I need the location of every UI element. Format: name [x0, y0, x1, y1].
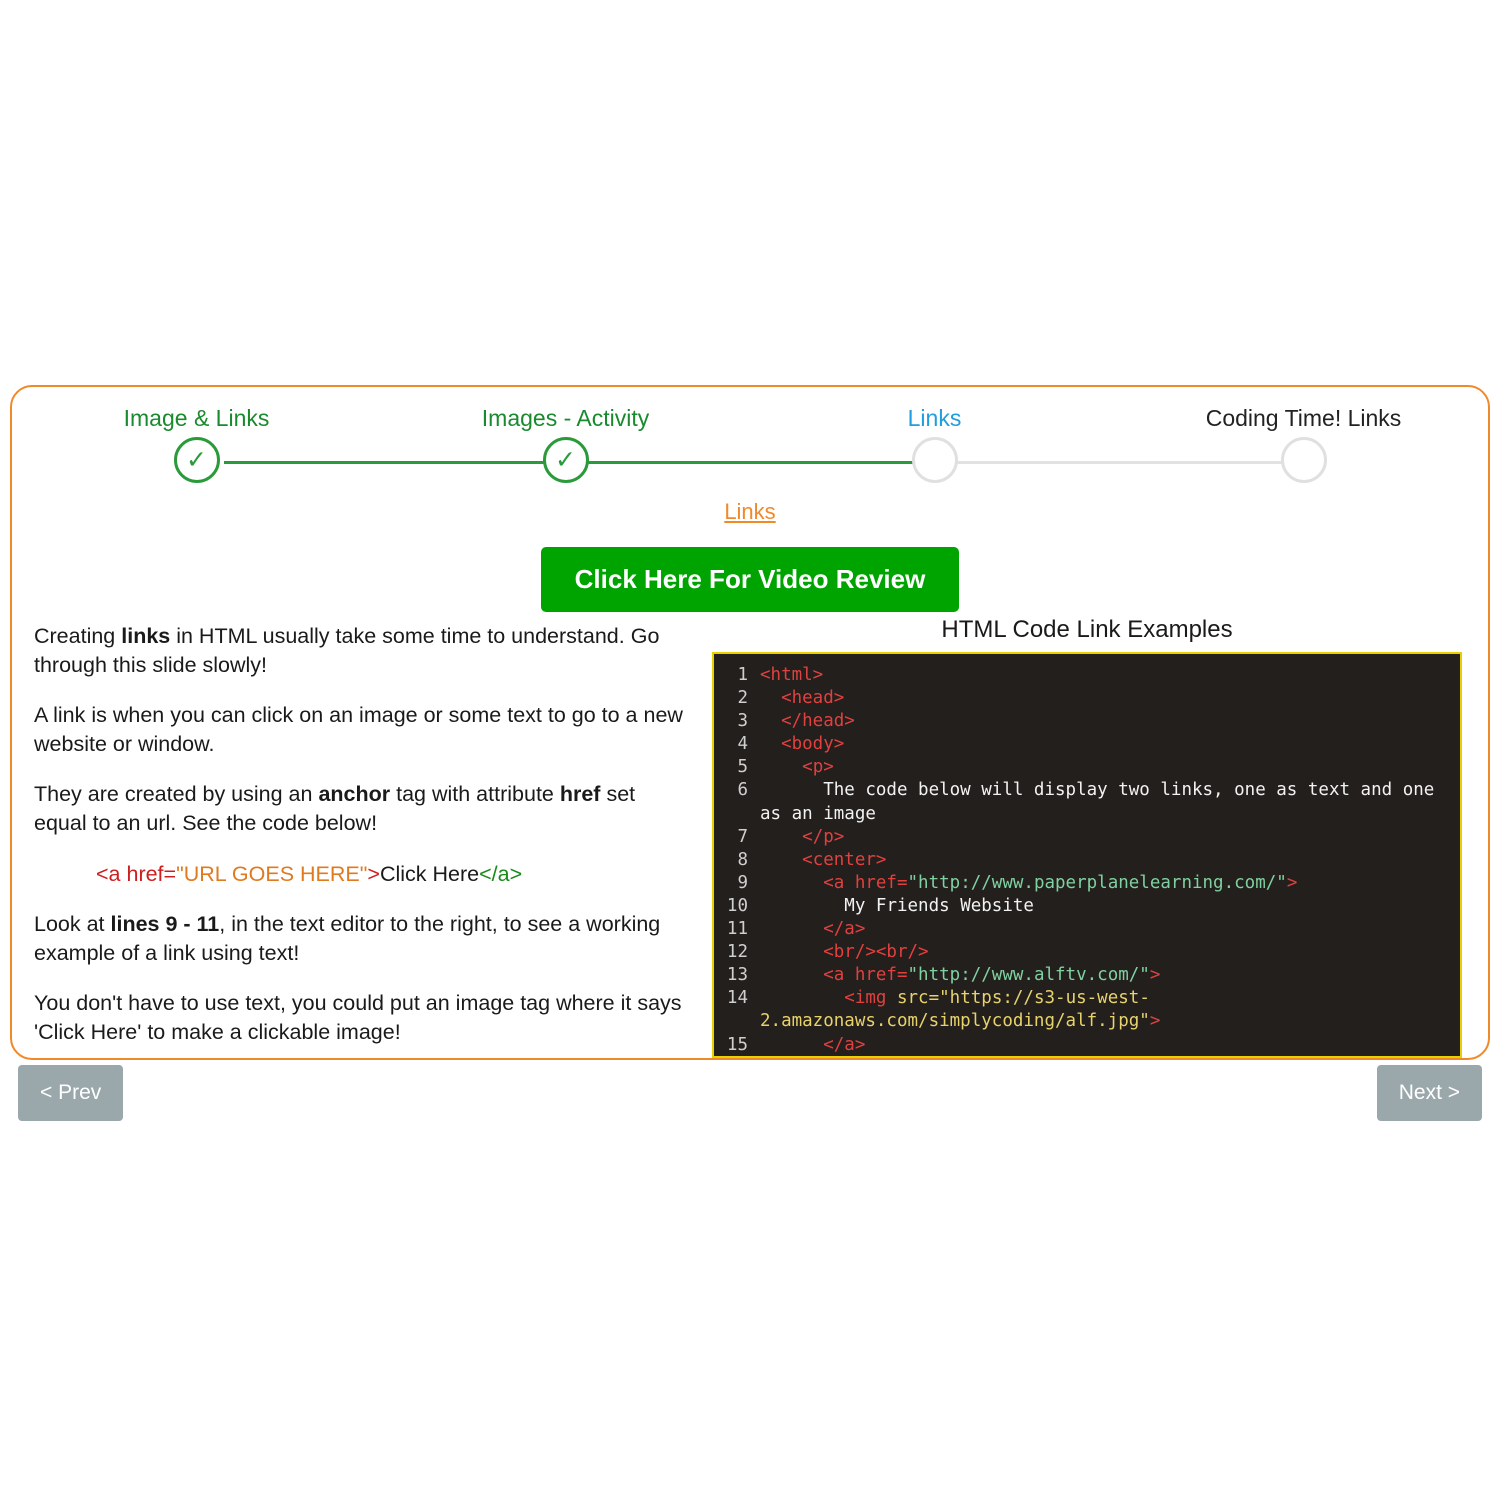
code-line-number: 1: [737, 665, 748, 685]
code-line-number: 4: [737, 734, 748, 755]
lesson-paragraph-3: They are created by using an anchor tag with attribute href set equal to an url. See the code below!: [34, 782, 636, 835]
code-line: [714, 987, 1454, 1033]
code-line-number: 2: [737, 688, 748, 709]
progress-step-4[interactable]: [1119, 437, 1488, 483]
progress-dot-check-2: ✓: [543, 437, 589, 483]
progress-step-2[interactable]: [381, 437, 750, 483]
code-line-number: 14: [726, 988, 748, 1009]
lesson-paragraph-5: You don't have to use text, you could put an image tag where it says 'Click Here' to make a clickable image!: [34, 991, 682, 1044]
code-line: [714, 964, 1454, 987]
inline-code-click-here: Click Here: [379, 861, 480, 886]
code-line-number: 8: [737, 849, 748, 870]
code-line-text: </a>: [823, 1034, 866, 1055]
progress-tracker: [12, 387, 1488, 497]
code-line-text: <a href="http://www.alftv.com/">: [823, 965, 1161, 986]
code-line: [714, 664, 1454, 687]
progress-step-3[interactable]: [750, 437, 1119, 483]
inline-code-a-close: </a>: [479, 861, 523, 886]
code-line-text: <center>: [802, 849, 887, 870]
code-line: [714, 849, 1454, 872]
lesson-text-column: [12, 622, 712, 1058]
code-line-number: 7: [737, 826, 748, 847]
progress-dot-3: [912, 437, 958, 483]
code-line-number: 11: [726, 919, 748, 940]
code-line: [714, 687, 1454, 710]
progress-label-2: Images - Activity: [481, 405, 650, 431]
lesson-paragraph-1: Creating links in HTML usually take some time to understand. Go through this slide slowly!: [34, 624, 660, 677]
code-line: [714, 872, 1454, 895]
code-line-number: 10: [726, 895, 748, 916]
slide-title-link[interactable]: Links: [724, 499, 776, 524]
progress-step-1[interactable]: [12, 437, 381, 483]
code-line: [714, 756, 1454, 779]
code-line: [714, 895, 1454, 918]
progress-dot-4: [1281, 437, 1327, 483]
code-line-number: 12: [726, 942, 748, 963]
code-line: [714, 941, 1454, 964]
code-line-text: My Friends Website: [844, 895, 1034, 916]
progress-dot-check-1: ✓: [174, 437, 220, 483]
code-line-text: </head>: [781, 711, 855, 732]
code-editor[interactable]: [712, 652, 1462, 1058]
code-line-text: The code below will display two links, one as text and one as an image: [760, 780, 1445, 824]
inline-code-a-open: <a href=: [96, 861, 177, 886]
code-line-text: <head>: [781, 688, 845, 709]
code-line-text: <a href="http://www.paperplanelearning.com/">: [823, 872, 1298, 893]
code-line: [714, 733, 1454, 756]
lesson-paragraph-4: Look at lines 9 - 11, in the text editor to the right, to see a working example of a link using text!: [34, 912, 661, 965]
code-line-text: <img src="https://s3-us-west-2.amazonaws.com/simplycoding/alf.jpg">: [760, 988, 1161, 1032]
slide-frame: [10, 385, 1490, 1060]
code-line-number: 3: [737, 711, 748, 732]
inline-code-example: [96, 860, 690, 889]
code-line-text: <br/><br/>: [823, 942, 929, 963]
prev-button[interactable]: < Prev: [18, 1065, 123, 1121]
code-line-number: 5: [737, 757, 748, 778]
code-line-text: <p>: [802, 757, 834, 778]
code-line-text: <html>: [760, 665, 824, 685]
code-line: [714, 779, 1454, 825]
inline-code-gt: >: [367, 861, 380, 886]
code-line-number: 13: [726, 965, 748, 986]
code-line: [714, 1034, 1454, 1057]
progress-label-4: Coding Time! Links: [1205, 405, 1402, 431]
code-line-number: 9: [737, 872, 748, 893]
code-line-number: 15: [726, 1034, 748, 1055]
progress-label-1: Image & Links: [123, 405, 270, 431]
code-line-text: [760, 1057, 897, 1058]
slide-title-link-row: [12, 499, 1488, 525]
code-line: [714, 710, 1454, 733]
code-column: [712, 616, 1488, 1058]
progress-dots: [12, 437, 1488, 483]
code-line-number: [714, 1057, 760, 1058]
slide-content: [12, 616, 1488, 1058]
lesson-paragraph-2: A link is when you can click on an image or some text to go to a new website or window.: [34, 703, 683, 756]
video-button-row: [12, 547, 1488, 612]
progress-labels: [12, 405, 1488, 432]
progress-label-3: Links: [907, 405, 962, 431]
video-review-button[interactable]: Click Here For Video Review: [541, 547, 960, 612]
code-line-number: 6: [737, 780, 748, 801]
code-line-text: </a>: [823, 919, 866, 940]
code-line: [714, 826, 1454, 849]
next-button[interactable]: Next >: [1377, 1065, 1482, 1121]
code-line-text: <body>: [781, 734, 845, 755]
code-line-text: </p>: [802, 826, 845, 847]
code-panel-title: HTML Code Link Examples: [941, 616, 1233, 643]
code-line: [714, 918, 1454, 941]
inline-code-url: "URL GOES HERE": [176, 861, 368, 886]
code-line: [714, 1057, 1454, 1058]
